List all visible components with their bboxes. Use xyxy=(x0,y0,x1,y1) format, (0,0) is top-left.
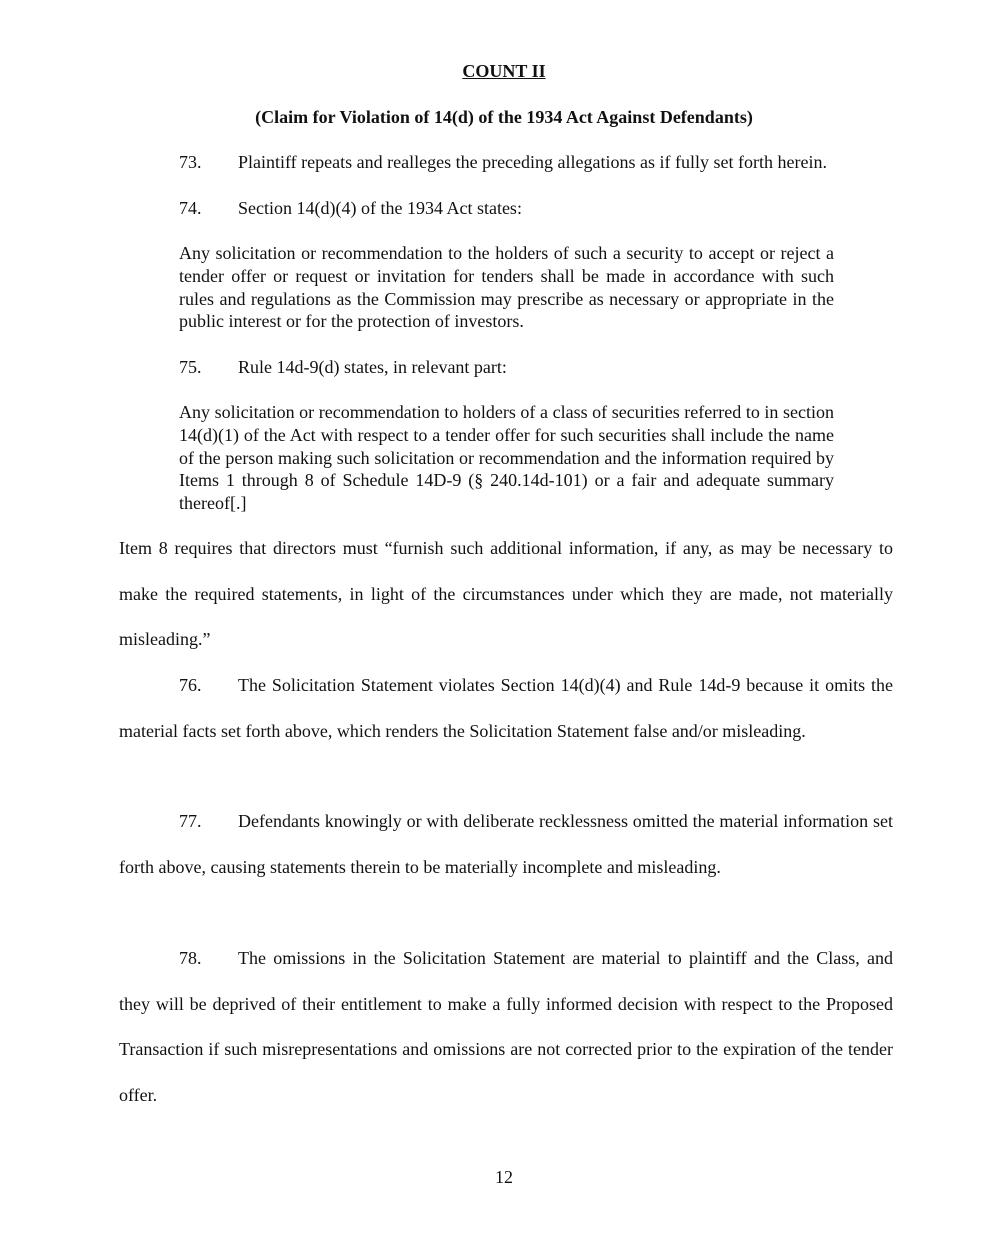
paragraph-75 xyxy=(179,356,507,378)
block-quote-rule: Any solicitation or recommendation to holders of a class of securities referred to in section 14(d)(1) of the Act with respect to a tender offer for such securities shall include the name of the person making such solicitation or recommendation and the information required by Items 1 through 8 of Schedule 14D-9 (§ 240.14d-101) or a fair and adequate summary thereof[.] xyxy=(179,402,834,514)
paragraph-73 xyxy=(179,151,827,173)
page-number: 12 xyxy=(495,1167,513,1187)
paragraph-text: Defendants knowingly or with deliberate recklessness omitted the material information set forth above, causing statements therein to be materially incomplete and misleading. xyxy=(119,811,893,877)
paragraph-77 xyxy=(119,799,893,890)
count-subtitle: (Claim for Violation of 14(d) of the 1934 Act Against Defendants) xyxy=(255,107,753,127)
paragraph-number: 78. xyxy=(179,948,202,968)
item8-paragraph: Item 8 requires that directors must “furnish such additional information, if any, as may be necessary to make the required statements, in light of the circumstances under which they are made, not materially misleading.” xyxy=(119,538,893,649)
count-title: COUNT II xyxy=(462,61,546,81)
paragraph-text: Rule 14d-9(d) states, in relevant part: xyxy=(238,357,507,377)
paragraph-number: 75. xyxy=(179,357,202,377)
paragraph-number: 77. xyxy=(179,811,202,831)
paragraph-text: Section 14(d)(4) of the 1934 Act states: xyxy=(238,198,522,218)
paragraph-number: 76. xyxy=(179,675,202,695)
paragraph-78 xyxy=(119,936,893,1118)
paragraph-76 xyxy=(119,663,893,754)
paragraph-text: The Solicitation Statement violates Section 14(d)(4) and Rule 14d-9 because it omits the material facts set forth above, which renders the Solicitation Statement false and/or misleading. xyxy=(119,675,893,741)
paragraph-number: 74. xyxy=(179,198,202,218)
block-quote-statute: Any solicitation or recommendation to the holders of such a security to accept or reject a tender offer or request or invitation for tenders shall be made in accordance with such rules and regulations as the Commission may prescribe as necessary or appropriate in the public interest or for the protection of investors. xyxy=(179,243,834,332)
paragraph-text: The omissions in the Solicitation Statement are material to plaintiff and the Class, and they will be deprived of their entitlement to make a fully informed decision with respect to the Proposed Transaction if such misrepresentations and omissions are not corrected prior to the expiration of the tender offer. xyxy=(119,948,893,1105)
paragraph-74 xyxy=(179,197,522,219)
paragraph-text: Plaintiff repeats and realleges the preceding allegations as if fully set forth herein. xyxy=(238,152,827,172)
paragraph-number: 73. xyxy=(179,152,202,172)
